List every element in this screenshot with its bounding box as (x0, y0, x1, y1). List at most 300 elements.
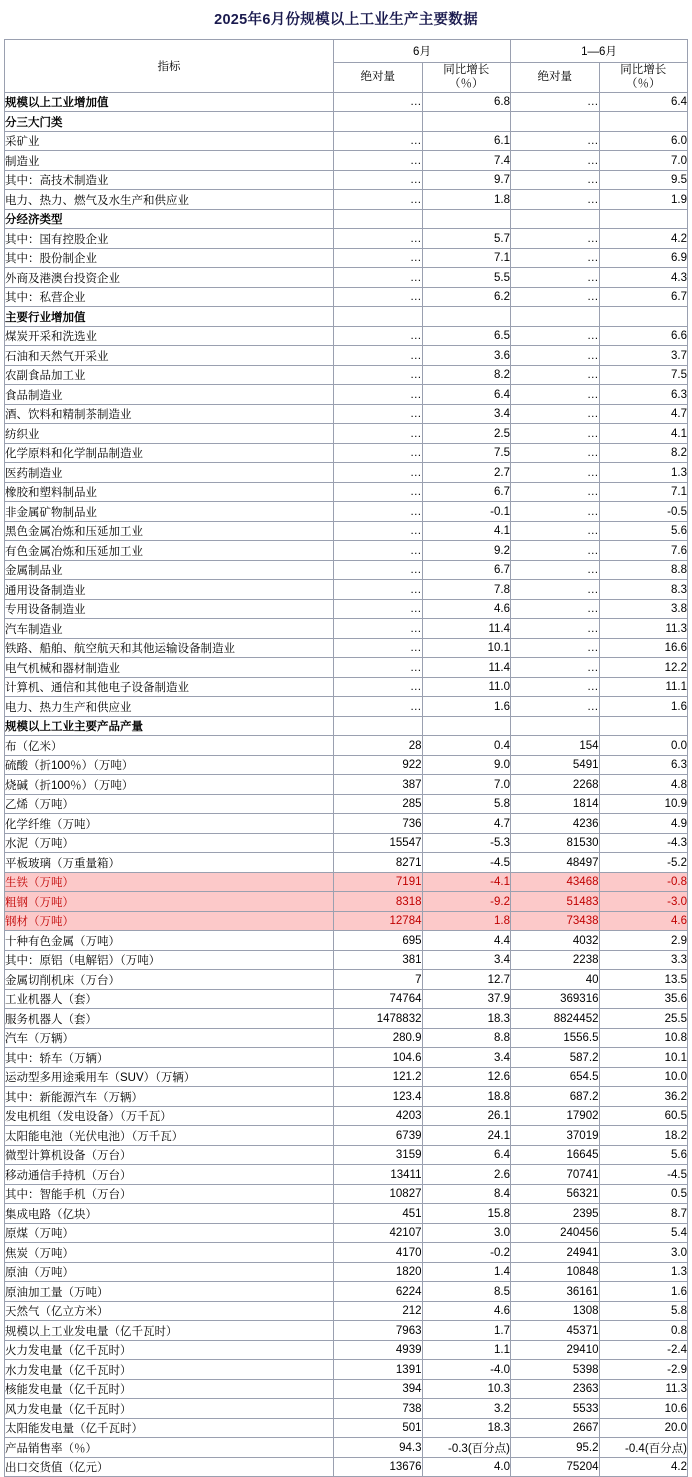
cell-cumulative-absolute: 240456 (511, 1223, 600, 1243)
table-row (5, 151, 688, 171)
table-row (5, 1184, 688, 1204)
row-label: 太阳能发电量（亿千瓦时） (5, 1418, 334, 1438)
cell-cumulative-growth: 5.6 (599, 1145, 688, 1165)
cell-cumulative-growth: 10.6 (599, 1399, 688, 1419)
cell-cumulative-absolute (511, 716, 600, 736)
row-label: 其中：私营企业 (5, 287, 334, 307)
cell-cumulative-growth: 0.5 (599, 1184, 688, 1204)
row-label: 布（亿米） (5, 736, 334, 756)
cell-month-growth: 15.8 (422, 1204, 511, 1224)
table-row (5, 404, 688, 424)
cell-cumulative-absolute: 73438 (511, 911, 600, 931)
cell-cumulative-growth: 3.0 (599, 1243, 688, 1263)
header-cumulative-growth-line1: 同比增长 (620, 64, 667, 76)
cell-cumulative-absolute: … (511, 502, 600, 522)
row-label: 农副食品加工业 (5, 365, 334, 385)
row-label: 移动通信手持机（万台） (5, 1165, 334, 1185)
cell-month-absolute (334, 307, 423, 327)
cell-month-absolute: 212 (334, 1301, 423, 1321)
row-label: 烧碱（折100％）（万吨） (5, 775, 334, 795)
cell-month-absolute: 123.4 (334, 1087, 423, 1107)
cell-cumulative-growth: 8.2 (599, 443, 688, 463)
cell-month-absolute: … (334, 404, 423, 424)
cell-month-growth: 11.4 (422, 619, 511, 639)
cell-cumulative-growth: -5.2 (599, 853, 688, 873)
table-row (5, 1379, 688, 1399)
table-row (5, 307, 688, 327)
cell-month-absolute: … (334, 502, 423, 522)
row-label: 原油加工量（万吨） (5, 1282, 334, 1302)
table-row (5, 892, 688, 912)
cell-cumulative-absolute: 29410 (511, 1340, 600, 1360)
table-row (5, 1340, 688, 1360)
row-label: 石油和天然气开采业 (5, 346, 334, 366)
row-label: 外商及港澳台投资企业 (5, 268, 334, 288)
cell-month-growth: 1.1 (422, 1340, 511, 1360)
row-label: 其中：原铝（电解铝）（万吨） (5, 950, 334, 970)
table-row (5, 970, 688, 990)
cell-month-growth: 6.5 (422, 326, 511, 346)
cell-cumulative-absolute: … (511, 424, 600, 444)
row-label: 铁路、船舶、航空航天和其他运输设备制造业 (5, 638, 334, 658)
cell-month-absolute: 922 (334, 755, 423, 775)
cell-month-growth: 7.0 (422, 775, 511, 795)
cell-month-absolute: … (334, 287, 423, 307)
cell-cumulative-growth: -4.5 (599, 1165, 688, 1185)
cell-month-growth: 7.1 (422, 248, 511, 268)
cell-month-absolute: 501 (334, 1418, 423, 1438)
table-row (5, 599, 688, 619)
cell-month-growth: 6.2 (422, 287, 511, 307)
row-label: 有色金属冶炼和压延加工业 (5, 541, 334, 561)
cell-month-growth: 2.6 (422, 1165, 511, 1185)
cell-month-growth: 12.7 (422, 970, 511, 990)
cell-cumulative-absolute: 43468 (511, 872, 600, 892)
cell-month-absolute: … (334, 560, 423, 580)
table-row (5, 1087, 688, 1107)
cell-cumulative-growth: 0.0 (599, 736, 688, 756)
table-row (5, 794, 688, 814)
cell-month-absolute: 7963 (334, 1321, 423, 1341)
cell-cumulative-growth: 11.1 (599, 677, 688, 697)
table-row (5, 443, 688, 463)
cell-cumulative-absolute: 51483 (511, 892, 600, 912)
row-label: 电力、热力、燃气及水生产和供应业 (5, 190, 334, 210)
cell-cumulative-absolute (511, 307, 600, 327)
row-label: 生铁（万吨） (5, 872, 334, 892)
table-row (5, 872, 688, 892)
table-row (5, 775, 688, 795)
cell-month-absolute: 381 (334, 950, 423, 970)
cell-cumulative-absolute: 17902 (511, 1106, 600, 1126)
cell-month-absolute: 736 (334, 814, 423, 834)
cell-month-growth: 4.6 (422, 1301, 511, 1321)
cell-cumulative-growth: 1.9 (599, 190, 688, 210)
row-label: 规模以上工业增加值 (5, 92, 334, 112)
row-label: 核能发电量（亿千瓦时） (5, 1379, 334, 1399)
table-row (5, 463, 688, 483)
cell-month-growth: 9.0 (422, 755, 511, 775)
cell-month-absolute: … (334, 385, 423, 405)
cell-cumulative-absolute: … (511, 599, 600, 619)
cell-cumulative-absolute: 95.2 (511, 1438, 600, 1458)
cell-month-growth: 8.5 (422, 1282, 511, 1302)
table-row (5, 1457, 688, 1477)
cell-cumulative-growth: 4.6 (599, 911, 688, 931)
table-row (5, 521, 688, 541)
cell-month-growth: 3.4 (422, 404, 511, 424)
cell-cumulative-absolute: … (511, 482, 600, 502)
cell-cumulative-absolute: … (511, 463, 600, 483)
cell-month-absolute: … (334, 541, 423, 561)
header-cumulative-growth-line2: （％） (626, 78, 661, 91)
row-label: 其中：轿车（万辆） (5, 1048, 334, 1068)
cell-cumulative-growth: 36.2 (599, 1087, 688, 1107)
header-month-growth (422, 63, 511, 93)
cell-cumulative-growth: 4.9 (599, 814, 688, 834)
cell-month-growth: 3.2 (422, 1399, 511, 1419)
cell-cumulative-absolute: 2268 (511, 775, 600, 795)
cell-cumulative-absolute: … (511, 580, 600, 600)
cell-cumulative-growth: 18.2 (599, 1126, 688, 1146)
cell-cumulative-absolute: … (511, 346, 600, 366)
cell-month-growth: 1.4 (422, 1262, 511, 1282)
cell-month-absolute: … (334, 619, 423, 639)
cell-cumulative-absolute: … (511, 131, 600, 151)
cell-cumulative-growth: 6.3 (599, 755, 688, 775)
row-label: 制造业 (5, 151, 334, 171)
row-label: 非金属矿物制品业 (5, 502, 334, 522)
cell-month-growth: 5.5 (422, 268, 511, 288)
row-label: 天然气（亿立方米） (5, 1301, 334, 1321)
table-row (5, 1262, 688, 1282)
cell-cumulative-absolute: 5491 (511, 755, 600, 775)
cell-cumulative-growth: 11.3 (599, 1379, 688, 1399)
cell-month-growth: 4.4 (422, 931, 511, 951)
cell-month-growth: 3.4 (422, 1048, 511, 1068)
cell-month-growth (422, 112, 511, 132)
cell-cumulative-growth: 7.5 (599, 365, 688, 385)
row-label: 工业机器人（套） (5, 989, 334, 1009)
cell-cumulative-absolute: 2238 (511, 950, 600, 970)
table-row (5, 326, 688, 346)
cell-cumulative-absolute: … (511, 677, 600, 697)
table-row (5, 268, 688, 288)
row-label: 其中：国有控股企业 (5, 229, 334, 249)
cell-month-growth: 24.1 (422, 1126, 511, 1146)
table-row (5, 248, 688, 268)
cell-month-absolute: 285 (334, 794, 423, 814)
cell-cumulative-growth: 7.1 (599, 482, 688, 502)
table-row (5, 131, 688, 151)
table-row (5, 1301, 688, 1321)
row-label: 乙烯（万吨） (5, 794, 334, 814)
cell-month-growth: -5.3 (422, 833, 511, 853)
cell-month-absolute: 3159 (334, 1145, 423, 1165)
table-row (5, 1282, 688, 1302)
cell-month-growth: 10.1 (422, 638, 511, 658)
cell-cumulative-growth: 35.6 (599, 989, 688, 1009)
row-label: 平板玻璃（万重量箱） (5, 853, 334, 873)
cell-cumulative-growth: -0.4(百分点) (599, 1438, 688, 1458)
table-row (5, 1223, 688, 1243)
table-row (5, 1243, 688, 1263)
cell-month-absolute: … (334, 170, 423, 190)
cell-month-growth: 10.3 (422, 1379, 511, 1399)
cell-month-absolute: 13411 (334, 1165, 423, 1185)
cell-cumulative-absolute: … (511, 287, 600, 307)
cell-cumulative-absolute: 5398 (511, 1360, 600, 1380)
cell-month-absolute: … (334, 151, 423, 171)
cell-cumulative-absolute: 4032 (511, 931, 600, 951)
cell-cumulative-growth: 5.8 (599, 1301, 688, 1321)
cell-month-growth: 4.6 (422, 599, 511, 619)
cell-month-growth: 8.4 (422, 1184, 511, 1204)
table-row (5, 1106, 688, 1126)
table-row (5, 424, 688, 444)
cell-cumulative-growth: 4.8 (599, 775, 688, 795)
cell-month-absolute: 8318 (334, 892, 423, 912)
cell-month-growth: 5.8 (422, 794, 511, 814)
cell-month-growth: 4.1 (422, 521, 511, 541)
cell-cumulative-growth: 5.6 (599, 521, 688, 541)
cell-month-absolute: 94.3 (334, 1438, 423, 1458)
table-row (5, 1009, 688, 1029)
cell-cumulative-growth: 7.6 (599, 541, 688, 561)
row-label: 分三大门类 (5, 112, 334, 132)
cell-cumulative-absolute: 70741 (511, 1165, 600, 1185)
cell-cumulative-growth: 1.6 (599, 1282, 688, 1302)
cell-cumulative-growth: 11.3 (599, 619, 688, 639)
cell-month-absolute: 10827 (334, 1184, 423, 1204)
cell-month-absolute: 74764 (334, 989, 423, 1009)
table-row (5, 1321, 688, 1341)
cell-cumulative-absolute: … (511, 658, 600, 678)
cell-month-absolute: … (334, 131, 423, 151)
cell-cumulative-absolute: 2363 (511, 1379, 600, 1399)
cell-cumulative-growth: 7.0 (599, 151, 688, 171)
cell-month-absolute: 4939 (334, 1340, 423, 1360)
table-row (5, 190, 688, 210)
cell-month-growth: 1.6 (422, 697, 511, 717)
cell-month-absolute: 28 (334, 736, 423, 756)
header-group-month: 6月 (334, 40, 511, 63)
header-month-growth-line1: 同比增长 (443, 64, 490, 76)
cell-cumulative-growth: -2.9 (599, 1360, 688, 1380)
table-row (5, 638, 688, 658)
row-label: 钢材（万吨） (5, 911, 334, 931)
cell-cumulative-growth (599, 716, 688, 736)
cell-month-absolute: … (334, 248, 423, 268)
cell-month-absolute: … (334, 190, 423, 210)
cell-month-absolute: 1478832 (334, 1009, 423, 1029)
table-row (5, 287, 688, 307)
row-label: 黑色金属冶炼和压延加工业 (5, 521, 334, 541)
cell-month-absolute: … (334, 658, 423, 678)
cell-cumulative-growth: 0.8 (599, 1321, 688, 1341)
row-label: 水力发电量（亿千瓦时） (5, 1360, 334, 1380)
table-row (5, 1067, 688, 1087)
row-label: 发电机组（发电设备）（万千瓦） (5, 1106, 334, 1126)
row-label: 服务机器人（套） (5, 1009, 334, 1029)
cell-cumulative-absolute: 687.2 (511, 1087, 600, 1107)
cell-cumulative-growth: 5.4 (599, 1223, 688, 1243)
table-row (5, 911, 688, 931)
cell-month-absolute: … (334, 229, 423, 249)
header-row-1 (5, 40, 688, 63)
cell-month-growth: 6.1 (422, 131, 511, 151)
table-body (5, 92, 688, 1477)
row-label: 化学纤维（万吨） (5, 814, 334, 834)
cell-cumulative-growth: 8.7 (599, 1204, 688, 1224)
cell-cumulative-absolute: 45371 (511, 1321, 600, 1341)
cell-month-growth: 3.4 (422, 950, 511, 970)
cell-cumulative-growth: 25.5 (599, 1009, 688, 1029)
table-head (5, 40, 688, 93)
row-label: 原油（万吨） (5, 1262, 334, 1282)
cell-month-growth: 6.4 (422, 385, 511, 405)
cell-month-absolute: 42107 (334, 1223, 423, 1243)
cell-cumulative-absolute: 2395 (511, 1204, 600, 1224)
cell-month-absolute: … (334, 463, 423, 483)
row-label: 出口交货值（亿元） (5, 1457, 334, 1477)
cell-cumulative-absolute: … (511, 365, 600, 385)
cell-month-absolute: … (334, 521, 423, 541)
row-label: 其中：股份制企业 (5, 248, 334, 268)
cell-cumulative-growth: 6.9 (599, 248, 688, 268)
cell-cumulative-growth: 8.3 (599, 580, 688, 600)
cell-cumulative-growth: 60.5 (599, 1106, 688, 1126)
cell-cumulative-absolute: 40 (511, 970, 600, 990)
cell-month-growth: 2.7 (422, 463, 511, 483)
row-label: 风力发电量（亿千瓦时） (5, 1399, 334, 1419)
row-label: 集成电路（亿块） (5, 1204, 334, 1224)
cell-cumulative-absolute: 5533 (511, 1399, 600, 1419)
table-row (5, 814, 688, 834)
cell-month-growth: -4.5 (422, 853, 511, 873)
row-label: 酒、饮料和精制茶制造业 (5, 404, 334, 424)
row-label: 火力发电量（亿千瓦时） (5, 1340, 334, 1360)
cell-cumulative-absolute: 16645 (511, 1145, 600, 1165)
cell-cumulative-growth: 4.1 (599, 424, 688, 444)
cell-cumulative-growth: 10.9 (599, 794, 688, 814)
cell-cumulative-absolute: 587.2 (511, 1048, 600, 1068)
row-label: 专用设备制造业 (5, 599, 334, 619)
cell-cumulative-absolute: … (511, 560, 600, 580)
table-row (5, 697, 688, 717)
cell-cumulative-growth: 12.2 (599, 658, 688, 678)
table-row (5, 1126, 688, 1146)
row-label: 其中：新能源汽车（万辆） (5, 1087, 334, 1107)
cell-month-absolute: … (334, 599, 423, 619)
cell-cumulative-absolute: … (511, 697, 600, 717)
row-label: 分经济类型 (5, 209, 334, 229)
row-label: 采矿业 (5, 131, 334, 151)
cell-month-growth (422, 209, 511, 229)
row-label: 医药制造业 (5, 463, 334, 483)
table-row (5, 112, 688, 132)
cell-cumulative-growth: 3.7 (599, 346, 688, 366)
cell-month-absolute: 1820 (334, 1262, 423, 1282)
cell-cumulative-growth: 13.5 (599, 970, 688, 990)
cell-month-growth: 8.2 (422, 365, 511, 385)
cell-month-absolute: 4203 (334, 1106, 423, 1126)
cell-month-absolute (334, 112, 423, 132)
cell-cumulative-growth: 10.1 (599, 1048, 688, 1068)
cell-cumulative-growth (599, 307, 688, 327)
cell-month-absolute: … (334, 268, 423, 288)
cell-month-absolute: 6739 (334, 1126, 423, 1146)
cell-month-growth: 7.4 (422, 151, 511, 171)
cell-cumulative-absolute: 1814 (511, 794, 600, 814)
table-row (5, 989, 688, 1009)
cell-cumulative-absolute: … (511, 385, 600, 405)
cell-cumulative-absolute: 1556.5 (511, 1028, 600, 1048)
cell-month-growth: 3.0 (422, 1223, 511, 1243)
cell-cumulative-absolute (511, 209, 600, 229)
cell-month-growth: 9.7 (422, 170, 511, 190)
cell-cumulative-growth (599, 209, 688, 229)
cell-cumulative-growth: 4.3 (599, 268, 688, 288)
cell-cumulative-growth: 4.7 (599, 404, 688, 424)
cell-cumulative-growth: 6.6 (599, 326, 688, 346)
cell-month-growth: 11.4 (422, 658, 511, 678)
cell-cumulative-growth: -0.5 (599, 502, 688, 522)
table-row (5, 950, 688, 970)
row-label: 食品制造业 (5, 385, 334, 405)
cell-month-absolute: 4170 (334, 1243, 423, 1263)
table-row (5, 677, 688, 697)
cell-cumulative-absolute: 48497 (511, 853, 600, 873)
cell-month-absolute: … (334, 326, 423, 346)
cell-cumulative-growth: 1.6 (599, 697, 688, 717)
row-label: 金属制品业 (5, 560, 334, 580)
table-row (5, 1145, 688, 1165)
row-label: 电力、热力生产和供应业 (5, 697, 334, 717)
table-row (5, 1048, 688, 1068)
table-row (5, 346, 688, 366)
cell-cumulative-absolute: … (511, 170, 600, 190)
row-label: 计算机、通信和其他电子设备制造业 (5, 677, 334, 697)
cell-month-absolute: … (334, 482, 423, 502)
cell-month-growth: 8.8 (422, 1028, 511, 1048)
cell-month-absolute: 280.9 (334, 1028, 423, 1048)
row-label: 煤炭开采和洗选业 (5, 326, 334, 346)
cell-cumulative-absolute: 81530 (511, 833, 600, 853)
header-month-absolute: 绝对量 (334, 63, 423, 93)
cell-cumulative-absolute: … (511, 619, 600, 639)
table-row (5, 619, 688, 639)
industrial-output-table (4, 39, 688, 1477)
cell-month-absolute: … (334, 580, 423, 600)
row-label: 通用设备制造业 (5, 580, 334, 600)
cell-cumulative-growth: 9.5 (599, 170, 688, 190)
cell-cumulative-absolute: 4236 (511, 814, 600, 834)
table-row (5, 1360, 688, 1380)
row-label: 微型计算机设备（万台） (5, 1145, 334, 1165)
cell-cumulative-absolute: … (511, 151, 600, 171)
cell-cumulative-absolute: 1308 (511, 1301, 600, 1321)
cell-cumulative-growth: -3.0 (599, 892, 688, 912)
cell-cumulative-growth: 6.3 (599, 385, 688, 405)
row-label: 水泥（万吨） (5, 833, 334, 853)
cell-month-absolute: 121.2 (334, 1067, 423, 1087)
cell-month-absolute: 1391 (334, 1360, 423, 1380)
table-row (5, 229, 688, 249)
cell-month-growth: 6.7 (422, 560, 511, 580)
cell-cumulative-growth: 4.2 (599, 229, 688, 249)
cell-month-absolute (334, 716, 423, 736)
